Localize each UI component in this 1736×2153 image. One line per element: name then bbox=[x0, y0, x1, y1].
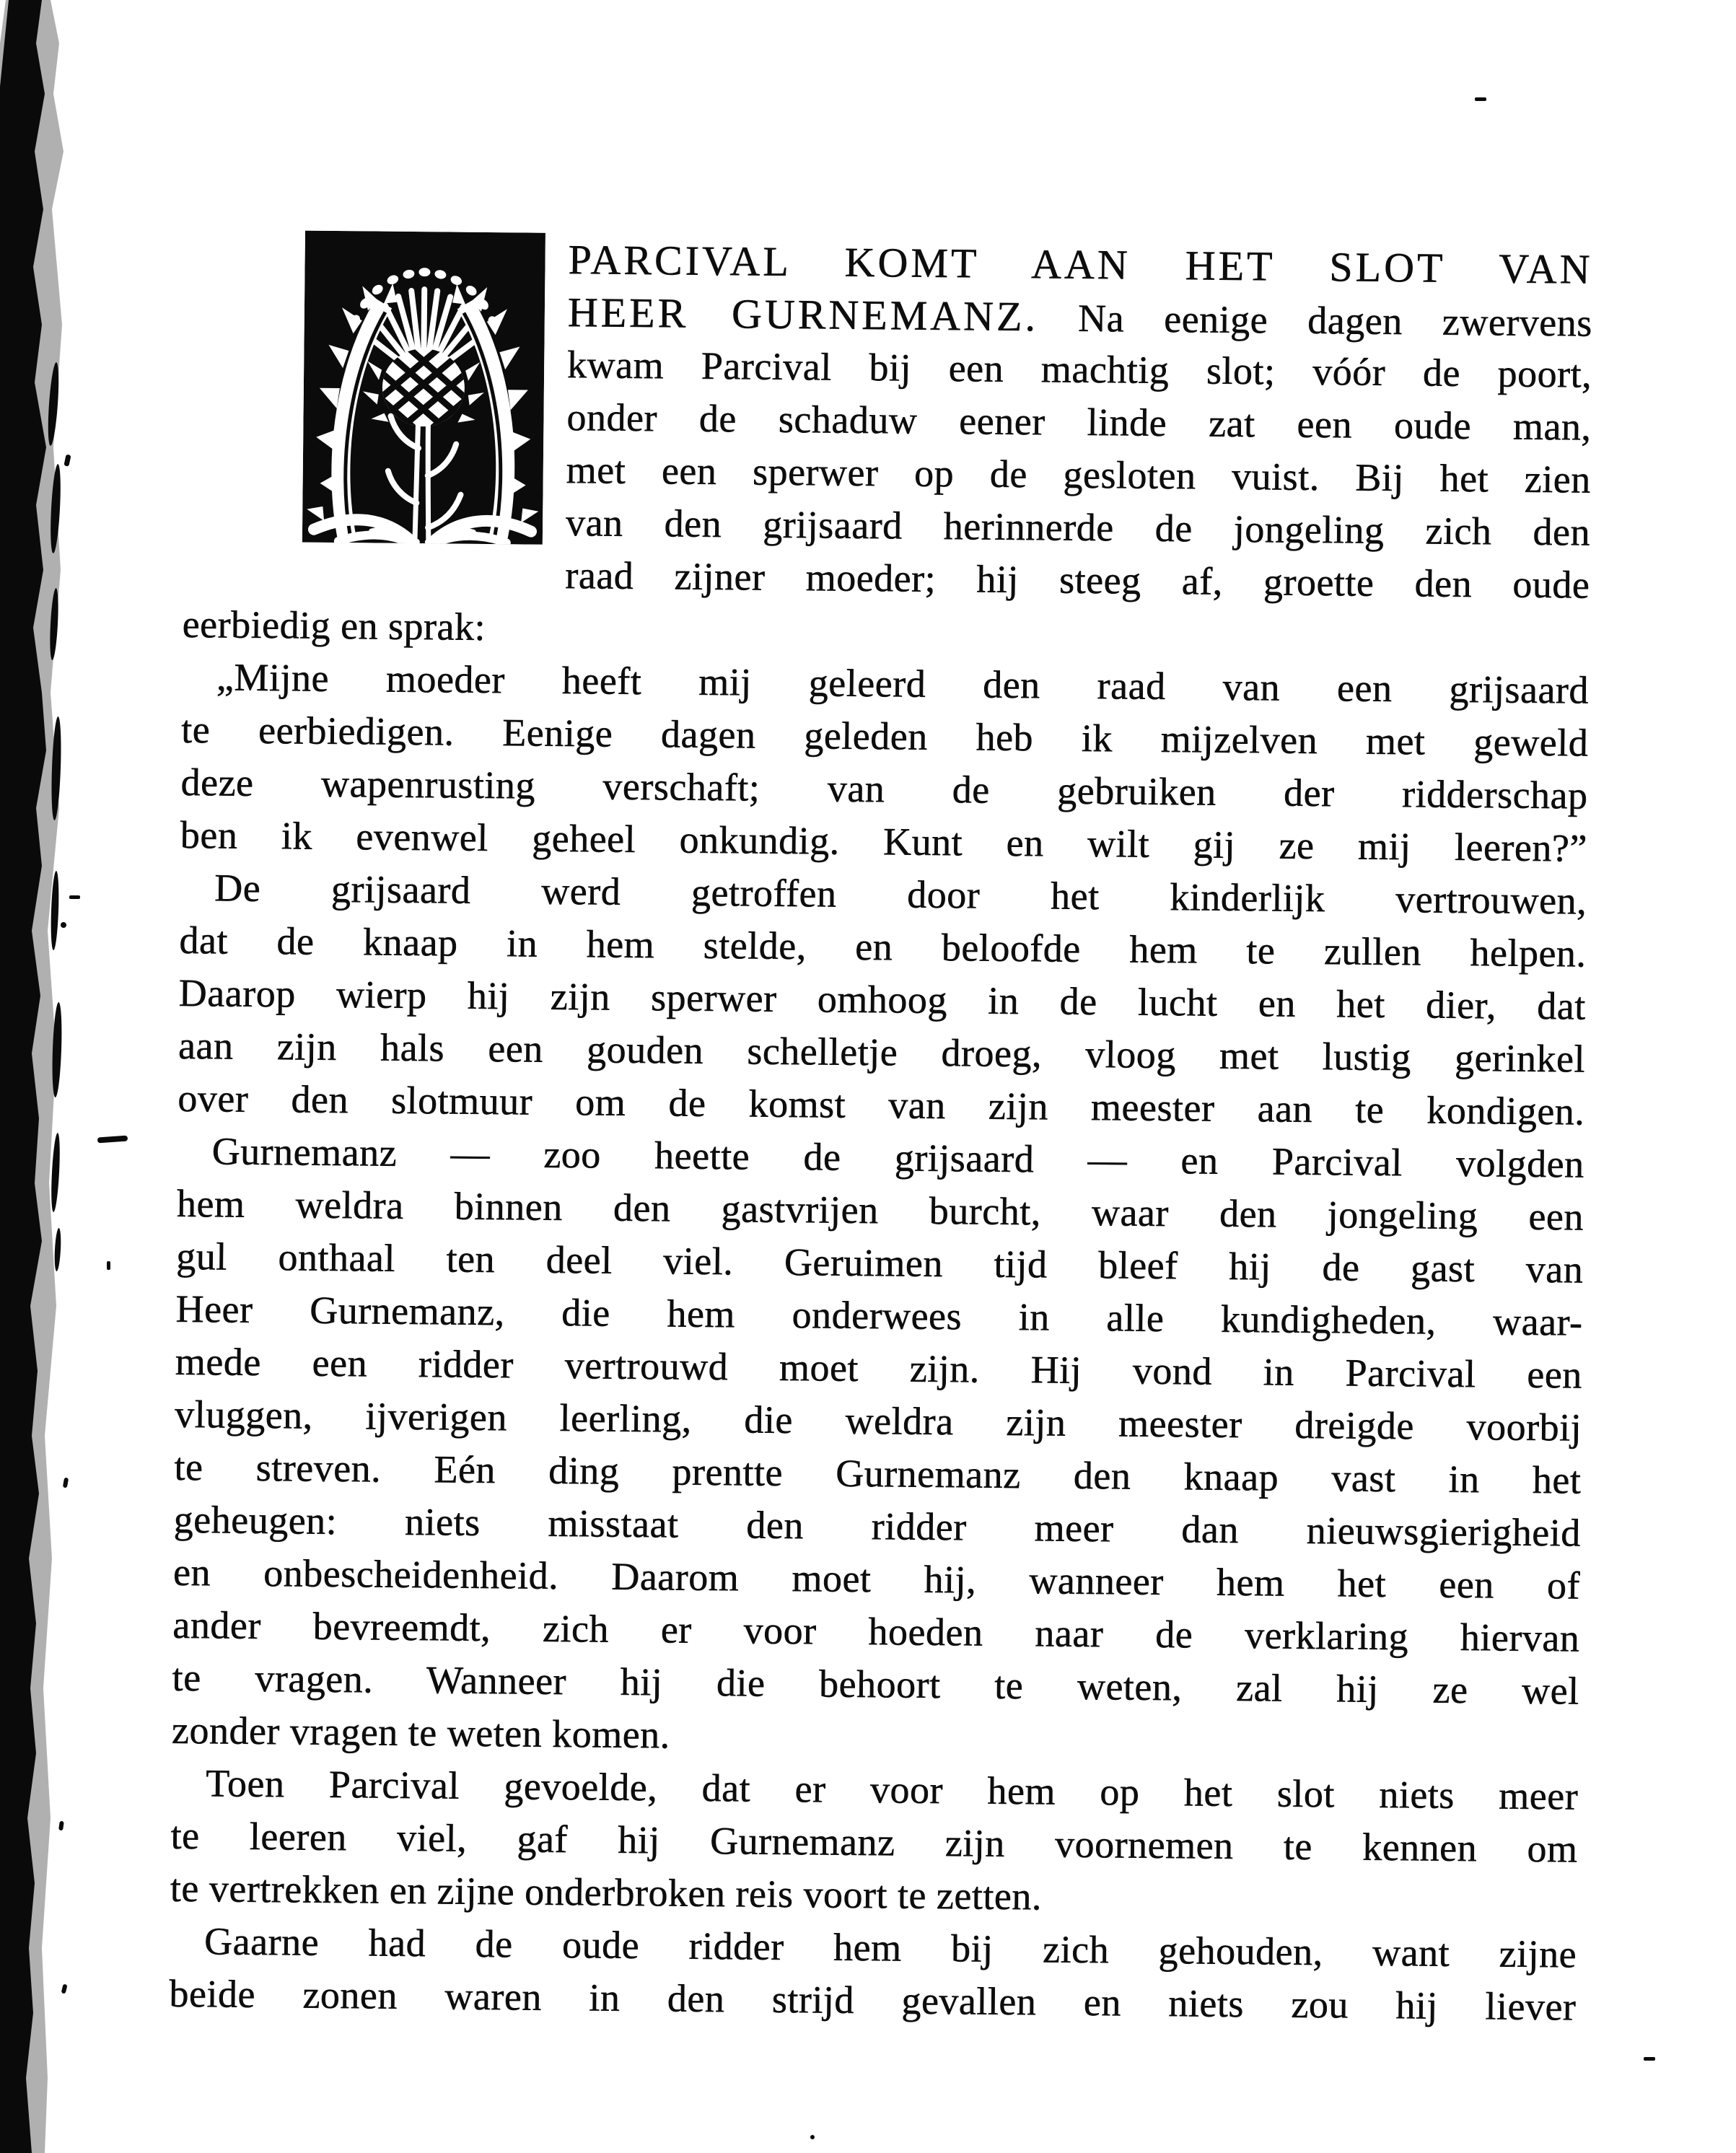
text-segment: te leeren viel, gaf hij Gurnemanz zijn voornemen te kennen om bbox=[170, 1813, 1578, 1871]
scan-gutter-shadow bbox=[0, 0, 63, 2153]
thistle-woodcut-illustration bbox=[302, 231, 545, 545]
text-segment: deze wapenrusting verschaft; van de gebruiken der ridderschap bbox=[180, 760, 1588, 817]
text-segment: te vertrekken en zijne onderbroken reis voort te zetten. bbox=[170, 1866, 1043, 1919]
text-segment: Daarop wierp hij zijn sperwer omhoog in de lucht en het dier, dat bbox=[178, 970, 1587, 1028]
text-segment: aan zijn hals een gouden schelletje droeg, vloog met lustig gerinkel bbox=[177, 1023, 1586, 1081]
text-segment: en onbescheidenheid. Daarom moet hij, wanneer hem het een of bbox=[172, 1550, 1581, 1608]
text-segment: te vragen. Wanneer hij die behoort te weten, zal hij ze wel bbox=[172, 1655, 1579, 1713]
text-segment: De grijsaard werd getroffen door het kinderlijk vertrouwen, bbox=[214, 866, 1587, 923]
text-segment: vluggen, ijverigen leerling, die weldra zijn meester dreigde voorbij bbox=[174, 1392, 1582, 1450]
text-segment: met een sperwer op de gesloten vuist. Bij het zien bbox=[566, 448, 1592, 501]
text-segment: Gaarne had de oude ridder hem bij zich gehouden, want zijne bbox=[203, 1919, 1577, 1976]
text-segment: te streven. Eén ding prentte Gurnemanz den knaap vast in het bbox=[174, 1444, 1582, 1502]
text-segment: te eerbiedigen. Eenige dagen geleden heb ik mijzelven met geweld bbox=[181, 707, 1589, 765]
text-segment: Gurnemanz — zoo heette de grijsaard — en Parcival volgden bbox=[211, 1129, 1584, 1186]
chapter-heading-caps: HEER GURNEMANZ. bbox=[567, 289, 1039, 341]
text-segment: van den grijsaard herinnerde de jongeling zich den bbox=[565, 501, 1591, 554]
text-segment: beide zonen waren in den strijd gevallen en niets zou hij liever bbox=[169, 1971, 1577, 2029]
text-segment: Toen Parcival gevoelde, dat er voor hem op het slot niets meer bbox=[206, 1761, 1579, 1818]
text-segment: Na eenige dagen zwervens bbox=[1038, 296, 1593, 345]
text-segment: onder de schaduw eener linde zat een oude man, bbox=[566, 395, 1592, 449]
text-segment: dat de knaap in hem stelde, en beloofde hem te zullen helpen. bbox=[179, 918, 1587, 975]
text-segment: zonder vragen te weten komen. bbox=[171, 1708, 671, 1757]
text-segment: eerbiedig en sprak: bbox=[182, 602, 486, 649]
text-segment: mede een ridder vertrouwd moet zijn. Hij vond in Parcival een bbox=[175, 1339, 1583, 1397]
text-segment: gul onthaal ten deel viel. Geruimen tijd bleef hij de gast van bbox=[176, 1234, 1584, 1292]
text-segment: geheugen: niets misstaat den ridder meer dan nieuwsgierigheid bbox=[173, 1497, 1582, 1555]
text-segment: ben ik evenwel geheel onkundig. Kunt en wilt gij ze mij leeren?” bbox=[180, 812, 1588, 870]
text-segment: ander bevreemdt, zich er voor hoeden naar de verklaring hiervan bbox=[172, 1602, 1580, 1660]
page-text-column bbox=[169, 229, 1593, 2034]
body-text bbox=[169, 229, 1593, 2034]
chapter-heading-caps: PARCIVAL KOMT AAN HET SLOT VAN bbox=[568, 236, 1593, 293]
text-segment: over den slotmuur om de komst van zijn meester aan te kondigen. bbox=[177, 1076, 1585, 1133]
thistle-woodcut-svg bbox=[302, 231, 545, 545]
text-segment: hem weldra binnen den gastvrijen burcht, waar den jongeling een bbox=[176, 1181, 1584, 1239]
text-segment: „Mijne moeder heeft mij geleerd den raad van een grijsaard bbox=[216, 655, 1590, 712]
text-segment: kwam Parcival bij een machtig slot; vóór de poort, bbox=[566, 343, 1592, 396]
text-segment: raad zijner moeder; hij steeg af, groette den oude bbox=[565, 553, 1590, 607]
text-segment: Heer Gurnemanz, die hem onderwees in alle kundigheden, waar- bbox=[175, 1286, 1583, 1344]
